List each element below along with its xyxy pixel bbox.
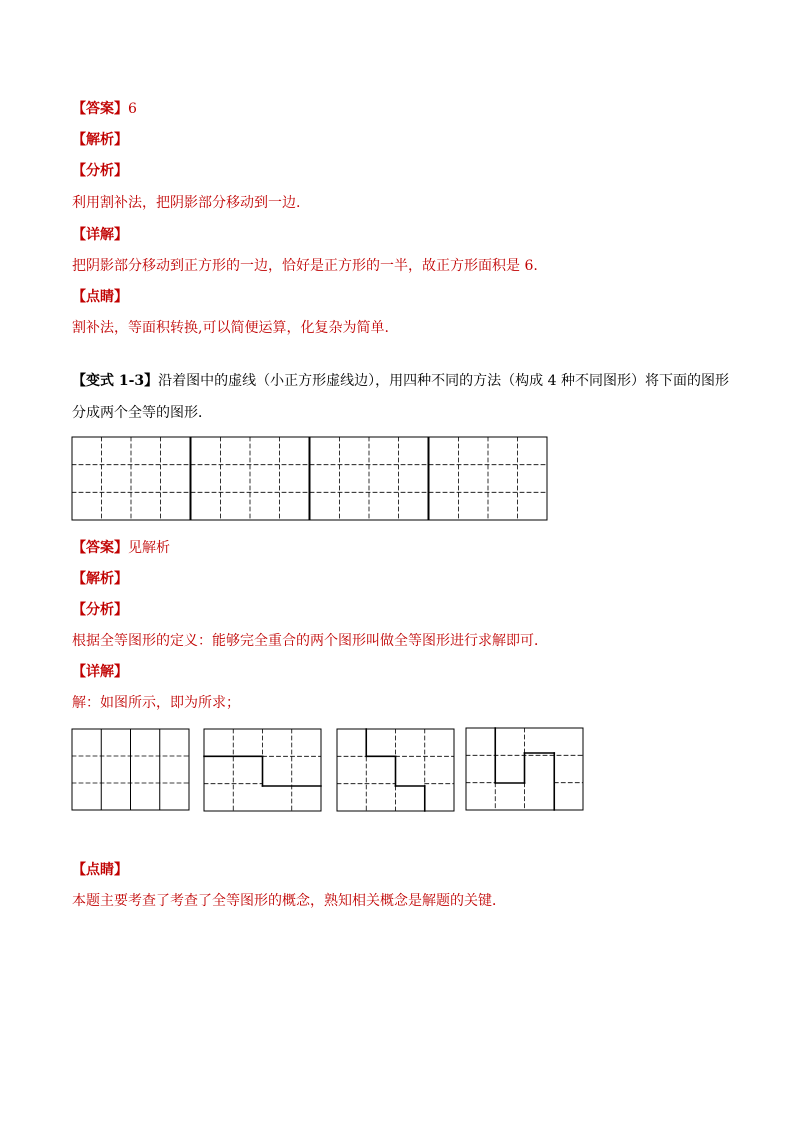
analysis-tag-2: 【解析】 (72, 571, 128, 587)
question-grid-3 (310, 437, 428, 520)
solution-grid-2 (204, 729, 321, 811)
question-grid-4 (429, 437, 547, 520)
detail-tag-1: 【详解】 (72, 227, 128, 243)
point-text-2: 本题主要考查了考查了全等图形的概念，熟知相关概念是解题的关键． (72, 893, 506, 909)
fenxi-tag-2: 【分析】 (72, 602, 128, 618)
solution-grid-3 (337, 729, 454, 811)
question-grid-1 (72, 437, 190, 520)
solution-grid-4 (466, 728, 583, 810)
question-text-1: 沿着图中的虚线（小正方形虚线边），用四种不同的方法（构成 4 种不同图形）将下面的图形 (158, 373, 729, 389)
point-text-1: 割补法，等面积转换,可以简便运算，化复杂为简单. (72, 320, 389, 336)
detail-text-2: 解：如图所示，即为所求； (72, 695, 240, 711)
answer-tag-2: 【答案】 (72, 540, 128, 556)
analysis-tag-1: 【解析】 (72, 132, 128, 148)
detail-tag-2: 【详解】 (72, 664, 128, 680)
answer-value-2: 见解析 (128, 540, 170, 556)
point-tag-1: 【点睛】 (72, 289, 128, 305)
answer-tag: 【答案】 (72, 101, 128, 117)
question-text-2: 分成两个全等的图形． (72, 405, 212, 421)
detail-text-1: 把阴影部分移动到正方形的一边，恰好是正方形的一半，故正方形面积是 6. (72, 258, 538, 274)
fenxi-text-2: 根据全等图形的定义：能够完全重合的两个图形叫做全等图形进行求解即可． (72, 633, 548, 649)
fenxi-tag-1: 【分析】 (72, 163, 128, 179)
point-tag-2: 【点睛】 (72, 862, 128, 878)
question-tag: 【变式 1-3】 (72, 373, 159, 389)
fenxi-text-1: 利用割补法，把阴影部分移动到一边. (72, 195, 301, 211)
solution-grid-1 (72, 729, 189, 810)
answer-value: 6 (128, 101, 137, 117)
question-grid-2 (191, 437, 309, 520)
